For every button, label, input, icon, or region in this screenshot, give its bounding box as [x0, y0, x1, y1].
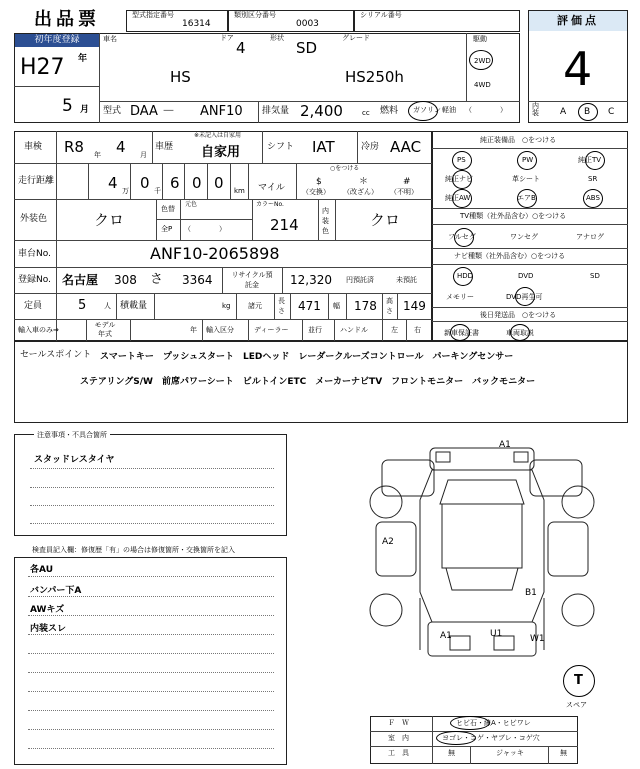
navi-dvd-play: DVD再生可: [506, 293, 543, 301]
equip-header: 純正装備品 ○をつける: [480, 136, 557, 144]
shaken-gatsu: 月: [140, 151, 147, 159]
fuel-other: （ ）: [465, 106, 507, 114]
parallel-import: 並行: [308, 326, 322, 334]
notes-header: 注意事項・不具合箇所: [34, 432, 110, 439]
legend-jack: ジャッキ: [496, 749, 524, 757]
load-label: 積載量: [120, 301, 148, 311]
body-shape: SD: [296, 39, 318, 57]
door-count: 4: [236, 39, 246, 57]
car-name: HS: [170, 68, 191, 86]
full-paint-paren: （ ）: [184, 225, 226, 233]
legend-tools-none: 無: [448, 749, 455, 757]
rating-header: 評価点: [529, 11, 627, 31]
tv-fullseg: フルセグ: [448, 233, 476, 241]
fuel-circle: [408, 101, 438, 121]
color: クロ: [94, 211, 125, 229]
recycle-paid: 円預託済: [346, 276, 374, 284]
usage: 自家用: [201, 145, 241, 160]
fuel-label: 燃料: [380, 106, 399, 116]
model-prefix: DAA －: [130, 104, 176, 119]
tv-fullseg-circle: [454, 228, 474, 247]
legend-fw-options: ヒビ石・線A・ヒビワレ: [456, 719, 531, 727]
length-label: 長さ: [278, 297, 285, 315]
sales-label: セールスポイント: [20, 350, 92, 360]
damage-rear-u1: U1: [490, 629, 503, 639]
tv-type-header: TV種類（社外品含む）○をつける: [460, 212, 567, 220]
handle-left: 左: [391, 326, 398, 334]
shaken-label: 車検: [24, 142, 43, 152]
mileage-digit-4: 0: [192, 174, 202, 192]
type-cert-label: 型式指定番号: [132, 11, 174, 19]
drive-label: 駆動: [473, 35, 487, 43]
later-warranty: 新車保証書: [444, 329, 479, 337]
shaken-month: 4: [116, 138, 126, 156]
legend-fw-label: Ｆ Ｗ: [388, 719, 409, 727]
equip-aw: 純正AW: [445, 194, 471, 202]
later-manual-circle: [510, 324, 530, 341]
width-label: 幅: [333, 302, 340, 310]
door-label: ドア: [220, 34, 234, 42]
length: 471: [298, 299, 321, 313]
load-unit: kg: [222, 302, 231, 310]
model-year-unit: 年: [190, 326, 197, 334]
spare-tire-mark: T: [574, 673, 583, 688]
import-class-label: 輸入区分: [206, 326, 234, 334]
notes-box: [14, 434, 287, 536]
shaken-nen: 年: [94, 151, 101, 159]
height: 149: [403, 299, 426, 313]
legend-tools-label: 工 具: [388, 749, 409, 757]
spec-label: 諸元: [248, 302, 262, 310]
interior-color-label: 内装色: [322, 207, 329, 235]
cc-unit: cc: [362, 109, 370, 117]
grade: HS250h: [345, 68, 404, 86]
category-value: 0003: [296, 19, 319, 29]
mileage-man: 万: [122, 187, 129, 195]
sheet-title: 出品票: [34, 9, 100, 30]
color-label: 外装色: [20, 214, 48, 224]
later-warranty-circle: [450, 324, 470, 341]
ac: AAC: [390, 138, 422, 156]
full-paint-label: 全P: [161, 225, 173, 233]
legend-interior-options: ヨゴレ・コゲ・ヤブレ・コゲ穴: [442, 734, 540, 742]
navi-type-header: ナビ種類（社外品含む）○をつける: [454, 252, 566, 260]
damage-right-b1: B1: [525, 588, 537, 598]
interior-a: A: [560, 107, 567, 117]
navi-dvd-play-circle: [515, 287, 535, 306]
serial-label: シリアル番号: [360, 11, 402, 19]
later-manual: 車両取説: [506, 329, 534, 337]
mileage-digit-5: 0: [214, 174, 224, 192]
sales-line-1: スマートキー プッシュスタート LEDヘッド レーダークルーズコントロール パーキングセンサー: [100, 352, 514, 362]
mileage-label: 走行距離: [18, 176, 55, 186]
equip-navi: 純正ナビ: [445, 175, 473, 183]
equip-aw-circle: [452, 189, 472, 208]
legend-interior-label: 室 内: [388, 734, 409, 742]
mileage-tamper: （改ざん）: [343, 188, 378, 196]
shaken-era: R8: [64, 138, 84, 156]
equip-navi-circle: [452, 170, 472, 189]
first-reg-header: 初年度登録: [15, 34, 99, 47]
equip-pw: PW: [522, 156, 534, 164]
handle-label: ハンドル: [340, 326, 368, 334]
interior-c: C: [608, 107, 615, 117]
type-cert-value: 16314: [182, 19, 211, 29]
displacement: 2,400: [300, 102, 343, 120]
equip-leather: 革シート: [512, 175, 540, 183]
later-header: 後日発送品 ○をつける: [480, 311, 557, 319]
recycle-unpaid: 未預託: [396, 276, 417, 284]
legend-fw-circle: [450, 716, 490, 730]
car-damage-diagram: [362, 440, 602, 670]
import-only-label: 輸入車のみ⇒: [18, 326, 59, 334]
equip-airbag-circle: [517, 189, 537, 208]
mile-label: マイル: [258, 183, 285, 193]
history-note: ※未記入は自家用: [194, 132, 242, 139]
equip-tv: 純正TV: [578, 156, 602, 164]
damage-front-a1: A1: [499, 440, 511, 450]
equip-airbag: エアB: [517, 194, 536, 202]
original-color-label: 元色: [185, 201, 198, 208]
inspector-header: 検査員記入欄：修復歴「有」の場合は修復箇所・交換箇所を記入: [32, 546, 235, 554]
model-year-label: モデル年式: [94, 321, 116, 338]
capacity-label: 定員: [24, 301, 43, 311]
equip-sr: SR: [588, 175, 598, 183]
reg-kana: さ: [150, 272, 164, 287]
reg-month: 5: [62, 96, 73, 116]
mileage-tamper-sym: ＊: [359, 177, 369, 187]
equip-abs: ABS: [586, 194, 600, 202]
interior-b-circle: [578, 103, 598, 121]
spare-tire-label: スペア: [566, 701, 587, 709]
navi-dvd: DVD: [518, 272, 534, 280]
inspector-line-2: バンパー下A: [30, 586, 82, 596]
ac-label: 冷房: [361, 142, 380, 152]
mileage-unknown: （不明）: [390, 188, 418, 196]
mileage-swap-sym: $: [316, 177, 322, 187]
inspector-line-3: AWキズ: [30, 605, 65, 615]
equip-abs-circle: [583, 189, 603, 208]
vin-label: 車台No.: [18, 249, 51, 259]
history-label: 車歴: [155, 142, 174, 152]
rating-score: 4: [563, 42, 593, 96]
shift-label: シフト: [267, 142, 295, 152]
shift: IAT: [312, 138, 335, 156]
vin: ANF10-2065898: [150, 244, 280, 263]
notes-line-1: スタッドレスタイヤ: [34, 455, 115, 465]
damage-rear-w1: W1: [530, 634, 545, 644]
capacity-unit: 人: [104, 302, 111, 310]
navi-hdd: HDD: [457, 272, 474, 280]
damage-rear-a1: A1: [440, 631, 452, 641]
navi-hdd-circle: [453, 267, 473, 286]
reg-number: 3364: [182, 273, 213, 287]
color-change-label: 色替: [161, 205, 175, 213]
legend-interior-circle: [436, 731, 476, 745]
capacity: 5: [78, 298, 87, 313]
drive-2wd: 2WD: [474, 57, 491, 65]
mileage-km: km: [234, 187, 245, 195]
dealer: ディーラー: [254, 326, 289, 334]
equip-pw-circle: [517, 151, 537, 170]
tv-analog: アナログ: [576, 233, 604, 241]
shape-label: 形状: [270, 34, 284, 42]
sales-line-2: ステアリングS/W 前席パワーシート ビルトインETC メーカーナビTV フロントモニター バックモニター: [80, 377, 536, 387]
recycle-label: リサイクル預託金: [231, 271, 273, 289]
handle-right: 右: [414, 326, 421, 334]
category-label: 類別区分番号: [234, 11, 276, 19]
tv-oneseg: ワンセグ: [510, 233, 538, 241]
recycle-amount: 12,320: [290, 273, 332, 287]
mileage-swap: （交換）: [302, 188, 330, 196]
displacement-label: 排気量: [262, 106, 290, 116]
grade-label: グレード: [342, 34, 370, 42]
mileage-digit-1: 4: [108, 174, 118, 192]
width: 178: [354, 299, 377, 313]
regno-label: 登録No.: [18, 275, 51, 285]
model-label: 型式: [103, 106, 122, 116]
navi-sd: SD: [590, 272, 600, 280]
mileage-digit-2: 0: [140, 174, 150, 192]
reg-prefecture: 名古屋: [62, 273, 99, 287]
drive-4wd: 4WD: [474, 81, 491, 89]
car-name-label: 車名: [103, 35, 117, 43]
reg-class-number: 308: [114, 273, 137, 287]
height-label: 高さ: [386, 297, 393, 315]
equip-ps: PS: [457, 156, 466, 164]
reg-gatsu: 月: [80, 105, 90, 115]
interior-b: B: [584, 107, 591, 117]
navi-memory: メモリー: [446, 293, 474, 301]
mileage-unknown-sym: #: [403, 177, 411, 187]
inspector-line-4: 内装スレ: [30, 624, 67, 634]
damage-left-a2: A2: [382, 537, 394, 547]
inspector-line-1: 各AU: [30, 565, 53, 575]
color-no-label: カラーNo.: [256, 201, 284, 208]
interior-color: クロ: [370, 211, 401, 229]
equip-ps-circle: [452, 151, 472, 170]
legend-jack-none: 無: [560, 749, 567, 757]
model-code: ANF10: [200, 104, 243, 119]
interior-grade-label: 内装: [532, 102, 539, 117]
mileage-sen: 千: [154, 187, 161, 195]
mileage-mark-note: ○をつける: [330, 165, 360, 172]
reg-nen: 年: [78, 54, 88, 64]
fuel-diesel: 軽油: [442, 106, 456, 114]
mileage-digit-3: 6: [170, 174, 180, 192]
equip-tv-circle: [585, 151, 605, 170]
color-no: 214: [270, 216, 299, 234]
drive-2wd-circle: [469, 50, 493, 70]
reg-era: H27: [20, 55, 65, 80]
fuel-gasoline: ガソリン: [413, 106, 441, 114]
